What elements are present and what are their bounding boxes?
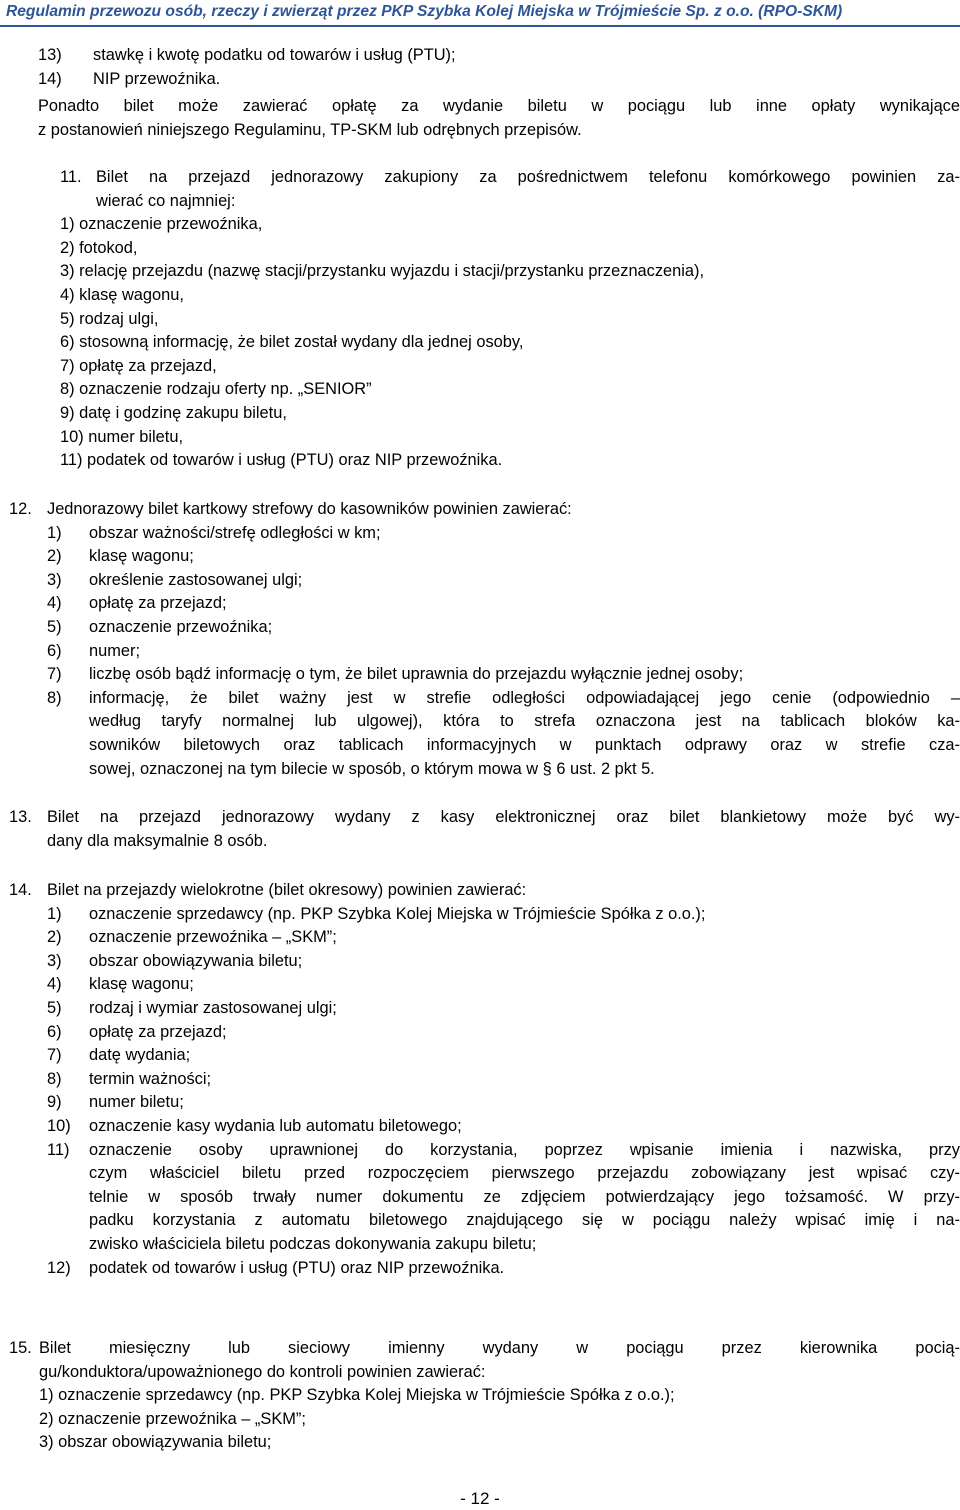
item-number: 3) <box>47 951 62 970</box>
item-text: stawkę i kwotę podatku od towarów i usług (PTU); <box>93 46 456 64</box>
item-text: NIP przewoźnika. <box>93 69 221 88</box>
section-text: Jednorazowy bilet kartkowy strefowy do kasowników powinien zawierać: <box>47 500 572 518</box>
item-number: 4) <box>47 975 62 994</box>
item-text: oznaczenie sprzedawcy (np. PKP Szybka Kolej Miejska w Trójmieście Spółka z o.o.); <box>89 904 706 923</box>
section-number: 14. <box>9 881 32 899</box>
item-text: określenie zastosowanej ulgi; <box>89 570 303 589</box>
list-item: 11) podatek od towarów i usług (PTU) oraz NIP przewoźnika. <box>60 451 503 470</box>
item-text-line: sowników biletowych oraz tablicach informacyjnych w punktach odprawy oraz w strefie cza- <box>89 735 960 754</box>
document-header: Regulamin przewozu osób, rzeczy i zwierząt przez PKP Szybka Kolej Miejska w Trójmieście Sp. z o.o. (RPO-SKM) <box>6 3 843 20</box>
list-item: 6) stosowną informację, że bilet został wydany dla jednej osoby, <box>60 333 524 352</box>
item-text: klasę wagonu; <box>89 975 194 994</box>
item-text-line: padku korzystania z automatu biletowego znajdującego się w pociągu należy wpisać imię i na- <box>89 1211 960 1230</box>
list-item <box>47 663 960 687</box>
list-item <box>47 973 960 997</box>
item-number: 9) <box>47 1093 62 1112</box>
list-item <box>47 1091 960 1115</box>
section-number: 13. <box>9 808 32 826</box>
list-item: 5) rodzaj ulgi, <box>60 309 159 328</box>
item-text: opłatę za przejazd; <box>89 1022 227 1041</box>
section-11-items <box>60 213 960 473</box>
list-item <box>38 44 918 68</box>
item-number: 4) <box>47 594 62 613</box>
list-item: 8) oznaczenie rodzaju oferty np. „SENIOR” <box>60 380 372 399</box>
section-text-line: dany dla maksymalnie 8 osób. <box>47 831 268 850</box>
list-item: 3) obszar obowiązywania biletu; <box>39 1433 272 1452</box>
section-text-line: Bilet miesięczny lub sieciowy imienny wydany w pociągu przez kierownika pocią- <box>39 1339 960 1357</box>
item-text: podatek od towarów i usług (PTU) oraz NIP przewoźnika. <box>89 1258 505 1277</box>
section-13 <box>9 806 960 853</box>
item-text: oznaczenie kasy wydania lub automatu biletowego; <box>89 1116 462 1135</box>
item-text: obszar obowiązywania biletu; <box>89 951 303 970</box>
list-item: 1) oznaczenie przewoźnika, <box>60 215 263 234</box>
paragraph-line: Ponadto bilet może zawierać opłatę za wydanie biletu w pociągu lub inne opłaty wynikające <box>38 97 960 115</box>
item-number: 8) <box>47 1069 62 1088</box>
section-11 <box>38 166 960 473</box>
list-item: 4) klasę wagonu, <box>60 285 184 304</box>
item-text: oznaczenie przewoźnika – „SKM”; <box>89 928 337 947</box>
section-14 <box>9 879 960 1280</box>
list-item <box>47 569 960 593</box>
list-item <box>47 1044 960 1068</box>
item-text: datę wydania; <box>89 1046 191 1065</box>
item-number: 2) <box>47 547 62 566</box>
list-item: 2) fotokod, <box>60 238 138 257</box>
item-number: 5) <box>47 998 62 1017</box>
list-item <box>47 1068 960 1092</box>
item-number: 6) <box>47 1022 62 1041</box>
header-rule <box>0 25 960 27</box>
section-14-items <box>9 903 960 1281</box>
item-text: opłatę za przejazd; <box>89 594 227 613</box>
list-item <box>47 903 960 927</box>
section-number: 11. <box>60 168 82 186</box>
list-item: 1) oznaczenie sprzedawcy (np. PKP Szybka Kolej Miejska w Trójmieście Spółka z o.o.); <box>39 1386 675 1405</box>
list-item <box>47 950 960 974</box>
item-text-line: sowej, oznaczonej na tym bilecie w sposób, o którym mowa w § 6 ust. 2 pkt 5. <box>89 759 655 778</box>
item-number: 8) <box>47 688 62 707</box>
list-item <box>47 1139 960 1257</box>
item-text-line: zwisko właściciela biletu podczas dokonywania zakupu biletu; <box>89 1234 537 1253</box>
section-text: Bilet na przejazdy wielokrotne (bilet okresowy) powinien zawierać: <box>47 881 527 899</box>
section-number: 15. <box>9 1339 32 1357</box>
section-text-line: Bilet na przejazd jednorazowy zakupiony za pośrednictwem telefonu komórkowego powinien za- <box>96 168 960 186</box>
list-item <box>47 616 960 640</box>
item-number: 5) <box>47 617 62 636</box>
section-15 <box>9 1337 960 1455</box>
item-text: klasę wagonu; <box>89 547 194 566</box>
item-number: 14) <box>38 69 62 88</box>
item-number: 12) <box>47 1258 71 1277</box>
item-text: numer biletu; <box>89 1093 184 1112</box>
list-item <box>47 640 960 664</box>
list-item <box>47 592 960 616</box>
item-text-line: informację, że bilet ważny jest w strefie odległości odpowiadającej jego cenie (odpowiednio – <box>89 688 960 707</box>
item-number: 3) <box>47 570 62 589</box>
list-item <box>47 1115 960 1139</box>
list-item <box>47 545 960 569</box>
item-text-line: telnie w sposób trwały numer dokumentu ze zdjęciem potwierdzający jego tożsamość. W przy- <box>89 1187 960 1206</box>
list-item: 9) datę i godzinę zakupu biletu, <box>60 403 287 422</box>
paragraph-line: z postanowień niniejszego Regulaminu, TP-SKM lub odrębnych przepisów. <box>38 120 582 139</box>
item-text: numer; <box>89 641 141 660</box>
item-text: obszar ważności/strefę odległości w km; <box>89 523 381 542</box>
item-number: 1) <box>47 523 62 542</box>
item-text-line: według taryfy normalnej lub ulgowej), która to strefa oznaczona jest na tablicach bloków ka- <box>89 712 960 731</box>
section-12-items <box>9 522 960 782</box>
item-text: liczbę osób bądź informację o tym, że bilet uprawnia do przejazdu wyłącznie jednej osoby; <box>89 665 744 684</box>
list-item <box>38 68 918 92</box>
item-number: 10) <box>47 1116 71 1135</box>
list-item <box>47 997 960 1021</box>
item-number: 1) <box>47 904 62 923</box>
page-number: - 12 - <box>460 1489 500 1508</box>
item-text-line: czym właściciel biletu przed rozpoczęciem pierwszego przejazdu zobowiązany jest wpisać czy- <box>89 1164 960 1183</box>
item-number: 7) <box>47 1046 62 1065</box>
item-number: 13) <box>38 46 62 64</box>
intro-list <box>38 44 918 91</box>
item-text: termin ważności; <box>89 1069 212 1088</box>
list-item <box>47 1257 960 1281</box>
list-item <box>47 926 960 950</box>
list-item: 7) opłatę za przejazd, <box>60 356 217 375</box>
list-item: 2) oznaczenie przewoźnika – „SKM”; <box>39 1409 306 1428</box>
item-number: 11) <box>47 1140 70 1159</box>
item-text: rodzaj i wymiar zastosowanej ulgi; <box>89 998 337 1017</box>
section-text-line: Bilet na przejazd jednorazowy wydany z kasy elektronicznej oraz bilet blankietowy może być wy- <box>47 808 960 826</box>
item-number: 6) <box>47 641 62 660</box>
item-text: oznaczenie przewoźnika; <box>89 617 273 636</box>
section-text-line: gu/konduktora/upoważnionego do kontroli powinien zawierać: <box>39 1362 486 1381</box>
intro-paragraph <box>38 95 960 142</box>
section-12 <box>9 498 960 781</box>
section-text-line: wierać co najmniej: <box>96 191 236 210</box>
list-item <box>47 522 960 546</box>
item-number: 7) <box>47 665 62 684</box>
section-number: 12. <box>9 500 32 518</box>
list-item <box>47 1021 960 1045</box>
item-number: 2) <box>47 928 62 947</box>
list-item: 10) numer biletu, <box>60 427 183 446</box>
item-text-line: oznaczenie osoby uprawnionej do korzystania, poprzez wpisanie imienia i nazwiska, przy <box>89 1140 960 1159</box>
list-item: 3) relację przejazdu (nazwę stacji/przystanku wyjazdu i stacji/przystanku przeznaczenia), <box>60 262 705 281</box>
list-item <box>47 687 960 781</box>
